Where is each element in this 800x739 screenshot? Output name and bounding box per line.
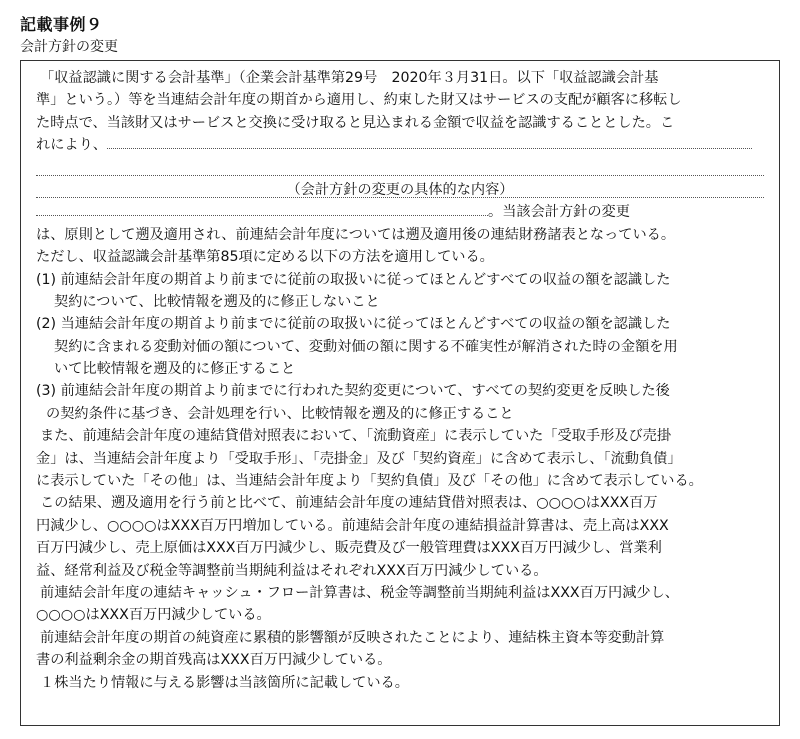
- text-line: ただし、収益認識会計基準第85項に定める以下の方法を適用している。: [36, 249, 494, 266]
- text-fragment: れにより、: [36, 137, 107, 154]
- text-line: 書の利益剰余金の期首残高はXXX百万円減少している。: [36, 652, 392, 669]
- fill-in-dotted-line: [36, 201, 488, 216]
- list-item-3-cont: の契約条件に基づき、会計処理を行い、比較情報を遡及的に修正すること: [46, 405, 514, 422]
- text-line: また、前連結会計年度の連結貸借対照表において、「流動資産」に表示していた「受取手形及び売掛: [40, 428, 672, 445]
- list-item-1-cont: 契約について、比較情報を遡及的に修正しないこと: [54, 293, 380, 310]
- text-line: 百万円減少し、売上原価はXXX百万円減少し、販売費及び一般管理費はXXX百万円減少し、営業利: [36, 540, 662, 557]
- placeholder-line: [20, 179, 780, 201]
- list-item-2-cont: いて比較情報を遡及的に修正すること: [54, 361, 296, 378]
- example-title: 記載事例９: [20, 15, 103, 34]
- list-item-1: (1) 前連結会計年度の期首より前までに従前の取扱いに従ってほとんどすべての収益の額を認識した: [36, 271, 671, 288]
- list-item-3: (3) 前連結会計年度の期首より前までに行われた契約変更について、すべての契約変更を反映した後: [36, 383, 670, 400]
- text-line: 「収益認識に関する会計基準」（企業会計基準第29号 2020年３月31日。以下「収益認識会計基: [40, 70, 659, 86]
- list-item-2-cont: 契約に含まれる変動対価の額について、変動対価の額に関する不確実性が解消された時の金額を用: [54, 338, 678, 355]
- text-line: 円減少し、○○○○はXXX百万円増加している。前連結会計年度の連結損益計算書は、売上高はXXX: [36, 517, 669, 534]
- section-subtitle: 会計方針の変更: [20, 39, 118, 55]
- text-line: ○○○○はXXX百万円減少している。: [36, 607, 271, 624]
- placeholder-label: （会計方針の変更の具体的な内容）: [286, 181, 514, 198]
- text-line: た時点で、当該財又はサービスと交換に受け取ると見込まれる金額で収益を認識することとした。こ: [36, 114, 675, 131]
- document-body: [20, 67, 780, 694]
- text-line: １株当たり情報に与える影響は当該箇所に記載している。: [40, 674, 409, 691]
- text-line-with-blank: [20, 201, 780, 223]
- text-line: 金」は、当連結会計年度より「受取手形」、「売掛金」及び「契約資産」に含めて表示し、「流動負債」: [36, 450, 682, 467]
- text-line: この結果、遡及適用を行う前と比べて、前連結会計年度の連結貸借対照表は、○○○○はXXX百万: [40, 495, 658, 512]
- text-line: 前連結会計年度の連結キャッシュ・フロー計算書は、税金等調整前当期純利益はXXX百万円減少し、: [40, 584, 679, 601]
- fill-in-dotted-line: [107, 134, 752, 149]
- text-line: 準」という。）等を当連結会計年度の期首から適用し、約束した財又はサービスの支配が顧客に移転し: [36, 92, 682, 109]
- text-line-with-blank: [20, 134, 780, 156]
- text-line: に表示していた「その他」は、当連結会計年度より「契約負債」及び「その他」に含めて表示している。: [36, 473, 703, 490]
- text-line: 前連結会計年度の期首の純資産に累積的影響額が反映されたことにより、連結株主資本等変動計算: [40, 629, 665, 646]
- list-item-2: (2) 当連結会計年度の期首より前までに従前の取扱いに従ってほとんどすべての収益の額を認識した: [36, 316, 671, 333]
- text-fragment: 。当該会計方針の変更: [488, 204, 630, 221]
- text-line: は、原則として遡及適用され、前連結会計年度については遡及適用後の連結財務諸表となっている。: [36, 226, 676, 243]
- blank-dotted-line: [20, 157, 780, 179]
- text-line: 益、経常利益及び税金等調整前当期純利益はそれぞれXXX百万円減少している。: [36, 562, 548, 579]
